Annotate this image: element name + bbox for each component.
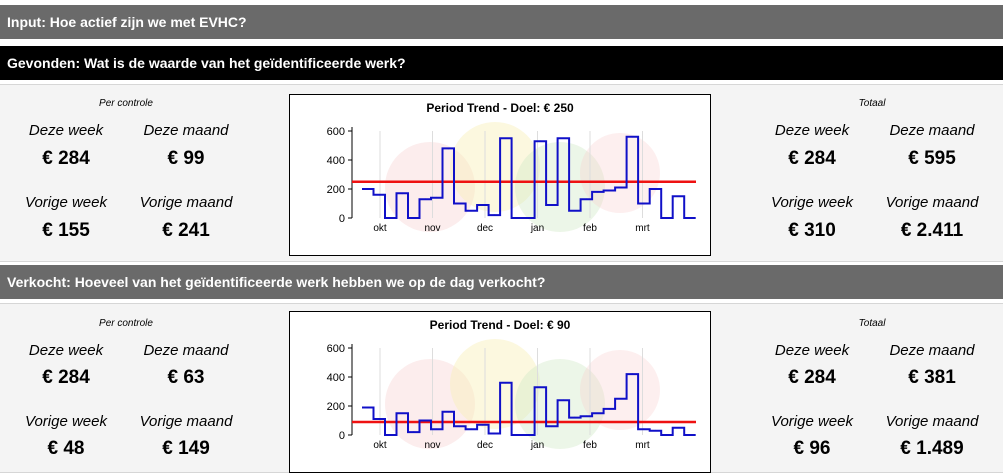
data-point <box>413 217 415 219</box>
x-tick-label: mrt <box>635 223 650 234</box>
found-left-label-last-week: Vorige week <box>25 194 107 211</box>
data-point <box>586 198 588 200</box>
data-point <box>528 217 530 219</box>
found-left-value-this-week: € 284 <box>42 148 90 169</box>
data-point <box>447 148 449 150</box>
found-right-label-last-month: Vorige maand <box>885 194 979 211</box>
data-point <box>655 430 657 432</box>
data-point <box>539 386 541 388</box>
x-tick-label: dec <box>476 440 494 451</box>
found-header <box>0 46 1003 80</box>
data-point <box>505 382 507 384</box>
data-point <box>689 217 691 219</box>
data-point <box>643 428 645 430</box>
data-point <box>470 210 472 212</box>
chart-title: Period Trend - Doel: € 90 <box>429 318 571 332</box>
found-left-label-this-month: Deze maand <box>143 122 229 139</box>
sold-right-value-last-month: € 1.489 <box>900 438 964 459</box>
sold-right-label-last-week: Vorige week <box>771 413 853 430</box>
found-right-label-this-month: Deze maand <box>889 122 975 139</box>
found-left-caption: Per controle <box>99 98 153 109</box>
sold-right-value-this-week: € 284 <box>788 367 836 388</box>
y-tick-label: 0 <box>338 213 345 225</box>
found-left-value-last-week: € 155 <box>42 220 90 241</box>
sold-left-value-last-month: € 149 <box>162 438 210 459</box>
chart-title: Period Trend - Doel: € 250 <box>426 101 574 115</box>
data-point <box>367 407 369 409</box>
data-point <box>493 214 495 216</box>
sold-trend-plot <box>290 312 710 472</box>
x-tick-label: nov <box>424 440 441 451</box>
sold-trend-chart <box>289 311 711 473</box>
data-point <box>378 418 380 420</box>
data-point <box>689 434 691 436</box>
x-tick-label: feb <box>583 223 597 234</box>
data-point <box>562 137 564 139</box>
data-point <box>666 434 668 436</box>
sold-left-value-last-week: € 48 <box>47 438 85 459</box>
data-point <box>586 415 588 417</box>
found-right-caption: Totaal <box>858 98 886 109</box>
y-tick-label: 600 <box>326 126 345 138</box>
found-right-label-last-week: Vorige week <box>771 194 853 211</box>
found-right-label-this-week: Deze week <box>774 122 850 139</box>
data-point <box>459 203 461 205</box>
data-point <box>516 217 518 219</box>
x-tick-label: dec <box>476 223 494 234</box>
data-point <box>482 204 484 206</box>
found-trend-chart <box>289 94 711 256</box>
y-tick-label: 400 <box>326 372 345 384</box>
sold-right-value-last-week: € 96 <box>793 438 831 459</box>
sold-right-value-this-month: € 381 <box>908 367 956 388</box>
data-point <box>424 198 426 200</box>
data-point <box>597 412 599 414</box>
x-tick-label: okt <box>373 223 387 234</box>
data-point <box>436 428 438 430</box>
data-point <box>401 193 403 195</box>
x-tick-label: okt <box>373 440 387 451</box>
sold-right-label-this-week: Deze week <box>774 342 850 359</box>
data-point <box>551 204 553 206</box>
x-tick-label: feb <box>583 440 597 451</box>
found-right-value-this-week: € 284 <box>788 148 836 169</box>
data-point <box>655 188 657 190</box>
x-tick-label: nov <box>424 223 441 234</box>
data-point <box>424 420 426 422</box>
data-point <box>378 194 380 196</box>
data-point <box>528 434 530 436</box>
found-right-value-last-week: € 310 <box>788 220 836 241</box>
data-point <box>666 217 668 219</box>
sold-right-label-last-month: Vorige maand <box>885 413 979 430</box>
data-point <box>632 373 634 375</box>
sold-left-value-this-week: € 284 <box>42 367 90 388</box>
data-point <box>562 399 564 401</box>
data-point <box>401 412 403 414</box>
sold-left-label-this-week: Deze week <box>28 342 104 359</box>
sold-left-label-last-month: Vorige maand <box>139 413 233 430</box>
found-header-title: Gevonden: Wat is de waarde van het geïdentificeerde werk? <box>7 55 406 71</box>
found-left-value-last-month: € 241 <box>162 220 210 241</box>
sold-header <box>0 265 1003 299</box>
data-point <box>678 195 680 197</box>
data-point <box>493 433 495 435</box>
data-point <box>597 191 599 193</box>
data-point <box>505 137 507 139</box>
sold-left-caption: Per controle <box>99 318 153 329</box>
data-point <box>470 428 472 430</box>
data-point <box>413 431 415 433</box>
sold-right-label-this-month: Deze maand <box>889 342 975 359</box>
data-point <box>390 217 392 219</box>
watermark-circle-red-2 <box>580 350 660 430</box>
y-tick-label: 200 <box>326 401 345 413</box>
y-tick-label: 400 <box>326 155 345 167</box>
data-point <box>459 426 461 428</box>
y-tick-label: 600 <box>326 343 345 355</box>
data-point <box>620 398 622 400</box>
sold-left-label-this-month: Deze maand <box>143 342 229 359</box>
data-point <box>620 187 622 189</box>
found-left-label-last-month: Vorige maand <box>139 194 233 211</box>
input-bar-title: Input: Hoe actief zijn we met EVHC? <box>7 14 247 30</box>
data-point <box>390 434 392 436</box>
data-point <box>643 203 645 205</box>
data-point <box>609 190 611 192</box>
y-tick-label: 200 <box>326 184 345 196</box>
data-point <box>609 408 611 410</box>
y-tick-label: 0 <box>338 430 345 442</box>
data-point <box>551 426 553 428</box>
data-point <box>436 197 438 199</box>
found-trend-plot <box>290 95 710 255</box>
sold-right-caption: Totaal <box>858 318 886 329</box>
sold-header-title: Verkocht: Hoeveel van het geïdentificeerde werk hebben we op de dag verkocht? <box>7 274 546 290</box>
data-point <box>367 188 369 190</box>
data-point <box>482 424 484 426</box>
input-bar <box>0 5 1003 39</box>
sold-panel <box>0 303 1003 473</box>
sold-left-value-this-month: € 63 <box>167 367 205 388</box>
data-point <box>632 136 634 138</box>
data-point <box>447 411 449 413</box>
data-point <box>574 210 576 212</box>
found-right-value-last-month: € 2.411 <box>900 220 964 241</box>
found-left-label-this-week: Deze week <box>28 122 104 139</box>
watermark-circle-red-2 <box>580 133 660 213</box>
data-point <box>539 140 541 142</box>
data-point <box>574 417 576 419</box>
x-tick-label: mrt <box>635 440 650 451</box>
sold-left-label-last-week: Vorige week <box>25 413 107 430</box>
data-point <box>516 434 518 436</box>
found-left-value-this-month: € 99 <box>167 148 205 169</box>
x-tick-label: jan <box>530 440 545 451</box>
found-right-value-this-month: € 595 <box>908 148 956 169</box>
x-tick-label: jan <box>530 223 545 234</box>
found-panel <box>0 84 1003 262</box>
data-point <box>678 427 680 429</box>
